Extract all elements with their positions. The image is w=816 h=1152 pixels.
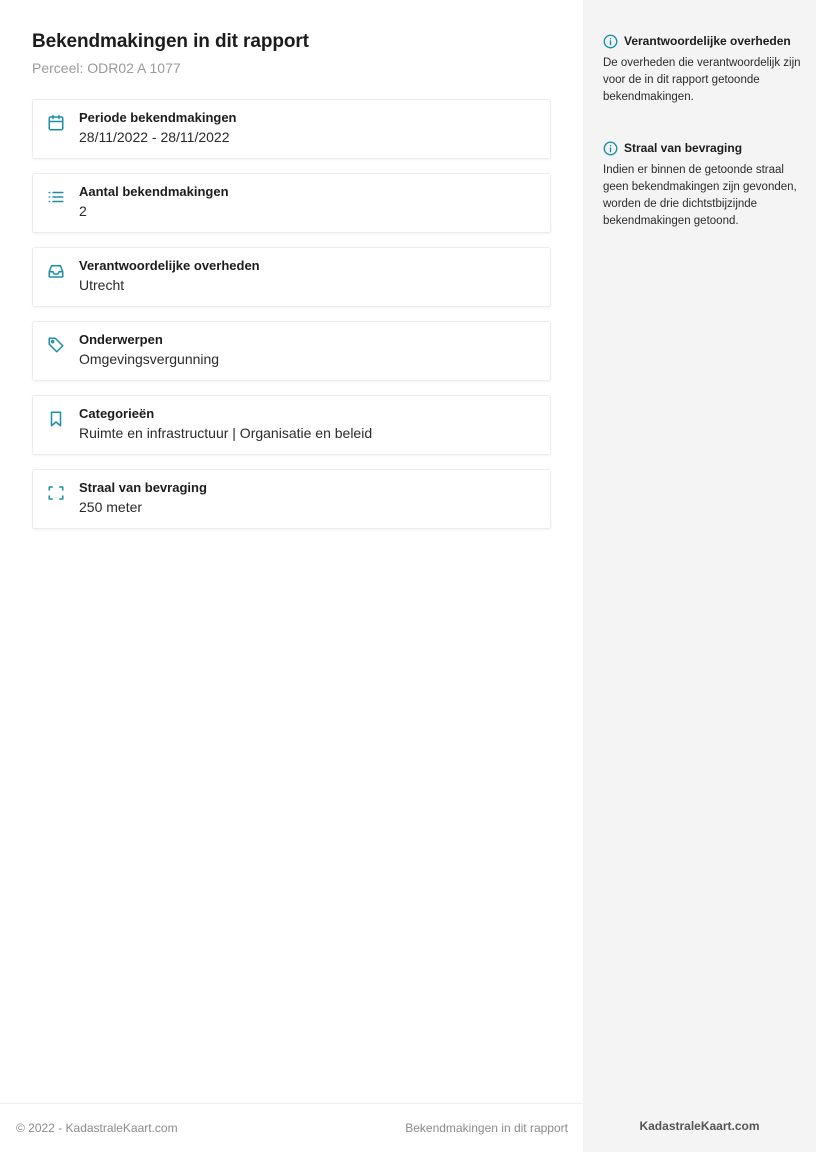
- footer-brand: KadastraleKaart.com: [639, 1119, 760, 1133]
- card-value: 250 meter: [79, 499, 143, 515]
- page-footer: [0, 1103, 583, 1152]
- card-value: 2: [79, 203, 87, 219]
- card-value: Utrecht: [79, 277, 125, 293]
- card-label: Verantwoordelijke overheden: [79, 258, 260, 273]
- card-overheden: [32, 247, 551, 307]
- page-title: Bekendmakingen in dit rapport: [32, 31, 309, 52]
- card-periode: [32, 99, 551, 159]
- card-value: Omgevingsvergunning: [79, 351, 220, 367]
- sidebar-block-heading: [603, 33, 803, 49]
- sidebar-block-text: Indien er binnen de getoonde straal geen bekendmakingen zijn gevonden, worden de drie dichtstbijzijnde bekendmakingen getoond.: [603, 164, 797, 227]
- radius-icon: [47, 484, 65, 502]
- info-icon: [603, 141, 618, 156]
- calendar-icon: [47, 114, 65, 132]
- inbox-icon: [47, 262, 65, 280]
- card-label: Categorieën: [79, 406, 155, 421]
- footer-page-label: Bekendmakingen in dit rapport: [405, 1121, 568, 1135]
- card-label: Periode bekendmakingen: [79, 110, 237, 125]
- sidebar-block-straal: [603, 140, 803, 230]
- sidebar-block-title: Verantwoordelijke overheden: [624, 34, 791, 48]
- card-straal: [32, 469, 551, 529]
- sidebar-block-overheden: [603, 33, 803, 106]
- bookmark-icon: [47, 410, 65, 428]
- card-value: Ruimte en infrastructuur | Organisatie en beleid: [79, 425, 373, 441]
- page-subtitle: Perceel: ODR02 A 1077: [32, 60, 181, 76]
- info-icon: [603, 34, 618, 49]
- list-icon: [47, 188, 65, 206]
- card-label: Onderwerpen: [79, 332, 163, 347]
- card-value: 28/11/2022 - 28/11/2022: [79, 129, 230, 145]
- sidebar: [583, 0, 816, 1152]
- sidebar-block-title: Straal van bevraging: [624, 141, 743, 155]
- card-label: Aantal bekendmakingen: [79, 184, 229, 199]
- sidebar-block-heading: [603, 140, 803, 156]
- sidebar-block-text: De overheden die verantwoordelijk zijn voor de in dit rapport getoonde bekendmakingen.: [603, 57, 801, 103]
- card-categorieen: [32, 395, 551, 455]
- card-onderwerpen: [32, 321, 551, 381]
- card-aantal: [32, 173, 551, 233]
- card-label: Straal van bevraging: [79, 480, 207, 495]
- footer-copyright: © 2022 - KadastraleKaart.com: [16, 1121, 178, 1135]
- tag-icon: [47, 336, 65, 354]
